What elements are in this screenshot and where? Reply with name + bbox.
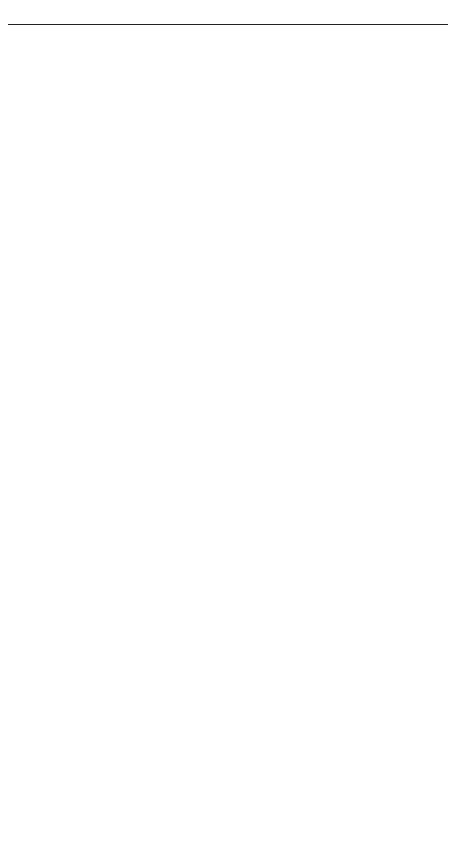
table-of-contents bbox=[0, 32, 456, 49]
header-rule bbox=[8, 24, 448, 25]
